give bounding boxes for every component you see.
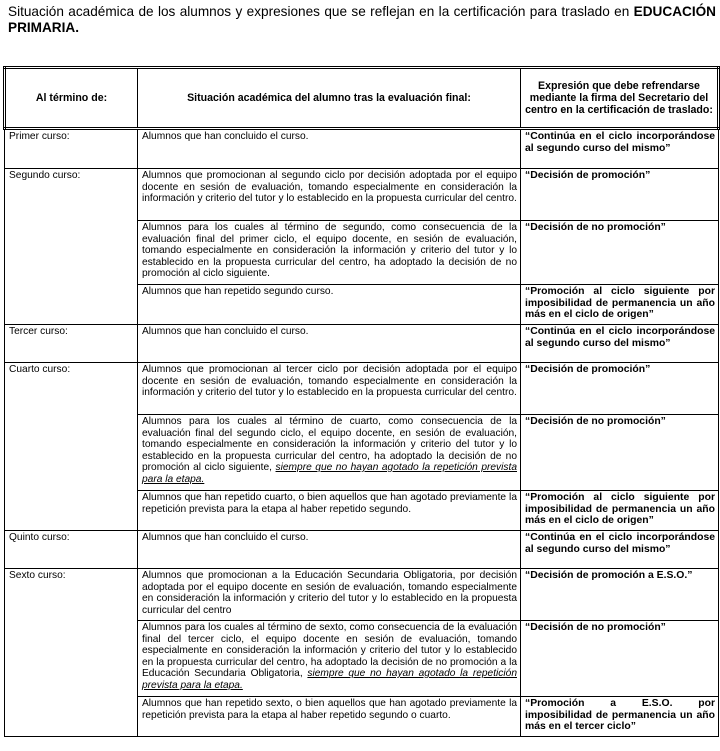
table-row bbox=[5, 363, 719, 415]
situation-note: siempre que no hayan agotado la repetición prevista para la etapa. bbox=[142, 462, 518, 485]
situation-cell: Alumnos que han concluido el curso. bbox=[138, 325, 521, 363]
expression-cell: “Decisión de no promoción” bbox=[521, 221, 719, 285]
table-row bbox=[5, 129, 719, 169]
expression-cell: “Continúa en el ciclo incorporándose al segundo curso del mismo” bbox=[521, 129, 719, 169]
expression-cell: “Continúa en el ciclo incorporándose al segundo curso del mismo” bbox=[521, 531, 719, 569]
expression-cell: “Continúa en el ciclo incorporándose al segundo curso del mismo” bbox=[521, 325, 719, 363]
expression-cell: “Decisión de no promoción” bbox=[521, 621, 719, 697]
situation-cell: Alumnos para los cuales al término de segundo, como consecuencia de la evaluación final del primer ciclo, el equipo docente, en sesión de evaluación, tomando especialmente en consideración la información y criterio del tutor y lo establecido en la propuesta curricular del centro, ha adoptado la decisión de no promoción al ciclo siguiente. bbox=[138, 221, 521, 285]
situation-cell bbox=[138, 415, 521, 491]
intro-text: Situación académica de los alumnos y expresiones que se reflejan en la certificación para traslado en bbox=[8, 4, 634, 19]
situation-cell: Alumnos que han concluido el curso. bbox=[138, 129, 521, 169]
table-row bbox=[5, 169, 719, 221]
situation-cell: Alumnos que han repetido segundo curso. bbox=[138, 285, 521, 325]
situation-cell: Alumnos que han concluido el curso. bbox=[138, 531, 521, 569]
situation-cell bbox=[138, 621, 521, 697]
term-cell: Quinto curso: bbox=[5, 531, 138, 569]
term-cell: Segundo curso: bbox=[5, 169, 138, 325]
term-cell: Cuarto curso: bbox=[5, 363, 138, 531]
certification-table bbox=[3, 66, 720, 737]
header-situation: Situación académica del alumno tras la evaluación final: bbox=[138, 68, 521, 129]
expression-cell: “Decisión de promoción a E.S.O.” bbox=[521, 569, 719, 621]
table-row bbox=[5, 531, 719, 569]
term-cell: Sexto curso: bbox=[5, 569, 138, 737]
situation-text: Alumnos para los cuales al término de cuarto, como consecuencia de la evaluación final del segundo ciclo, el equipo docente, en sesión de evaluación, tomando especialmente en consideración la información y criterio del tutor y lo establecido en la propuesta curricular del centro, ha adoptado la decisión de no promoción al ciclo siguiente, bbox=[142, 416, 517, 473]
situation-cell: Alumnos que promocionan a la Educación Secundaria Obligatoria, por decisión adoptada por el equipo docente en sesión de evaluación, tomando especialmente en consideración la información y criterio del tutor y lo establecido en la propuesta curricular del centro bbox=[138, 569, 521, 621]
intro-paragraph bbox=[8, 4, 716, 36]
header-expression: Expresión que debe refrendarse mediante la firma del Secretario del centro en la certificación de traslado: bbox=[521, 68, 719, 129]
situation-cell: Alumnos que promocionan al segundo ciclo por decisión adoptada por el equipo docente en sesión de evaluación, tomando especialmente en consideración la información y criterio del tutor y lo establecido en la propuesta curricular del centro. bbox=[138, 169, 521, 221]
situation-text: Alumnos para los cuales al término de sexto, como consecuencia de la evaluación final del tercer ciclo, el equipo docente en sesión de evaluación, tomando especialmente en consideración la información y criterio del tutor y lo establecido en la propuesta curricular del centro, ha adoptado la decisión de no promoción a la Educación Secundaria Obligatoria, bbox=[142, 622, 517, 679]
table-header-row bbox=[5, 68, 719, 129]
table-row bbox=[5, 569, 719, 621]
header-term: Al término de: bbox=[5, 68, 138, 129]
expression-cell: “Promoción a E.S.O. por imposibilidad de permanencia un año más en el tercer ciclo” bbox=[521, 697, 719, 737]
situation-note: siempre que no hayan agotado la repetición prevista para la etapa. bbox=[142, 668, 517, 691]
intro-bold: EDUCACIÓN PRIMARIA. bbox=[8, 4, 716, 35]
expression-cell: “Decisión de promoción” bbox=[521, 363, 719, 415]
situation-cell: Alumnos que han repetido cuarto, o bien aquellos que han agotado previamente la repetición prevista para la etapa al haber repetido segundo. bbox=[138, 491, 521, 531]
expression-cell: “Decisión de promoción” bbox=[521, 169, 719, 221]
situation-cell: Alumnos que promocionan al tercer ciclo por decisión adoptada por el equipo docente en sesión de evaluación, tomando especialmente en consideración la información y criterio del tutor y lo establecido en la propuesta curricular del centro. bbox=[138, 363, 521, 415]
expression-cell: “Decisión de no promoción” bbox=[521, 415, 719, 491]
expression-cell: “Promoción al ciclo siguiente por imposibilidad de permanencia un año más en el ciclo de origen” bbox=[521, 285, 719, 325]
term-cell: Tercer curso: bbox=[5, 325, 138, 363]
term-cell: Primer curso: bbox=[5, 129, 138, 169]
expression-cell: “Promoción al ciclo siguiente por imposibilidad de permanencia un año más en el ciclo de origen” bbox=[521, 491, 719, 531]
situation-cell: Alumnos que han repetido sexto, o bien aquellos que han agotado previamente la repetición prevista para la etapa al haber repetido segundo o cuarto. bbox=[138, 697, 521, 737]
table-row bbox=[5, 325, 719, 363]
